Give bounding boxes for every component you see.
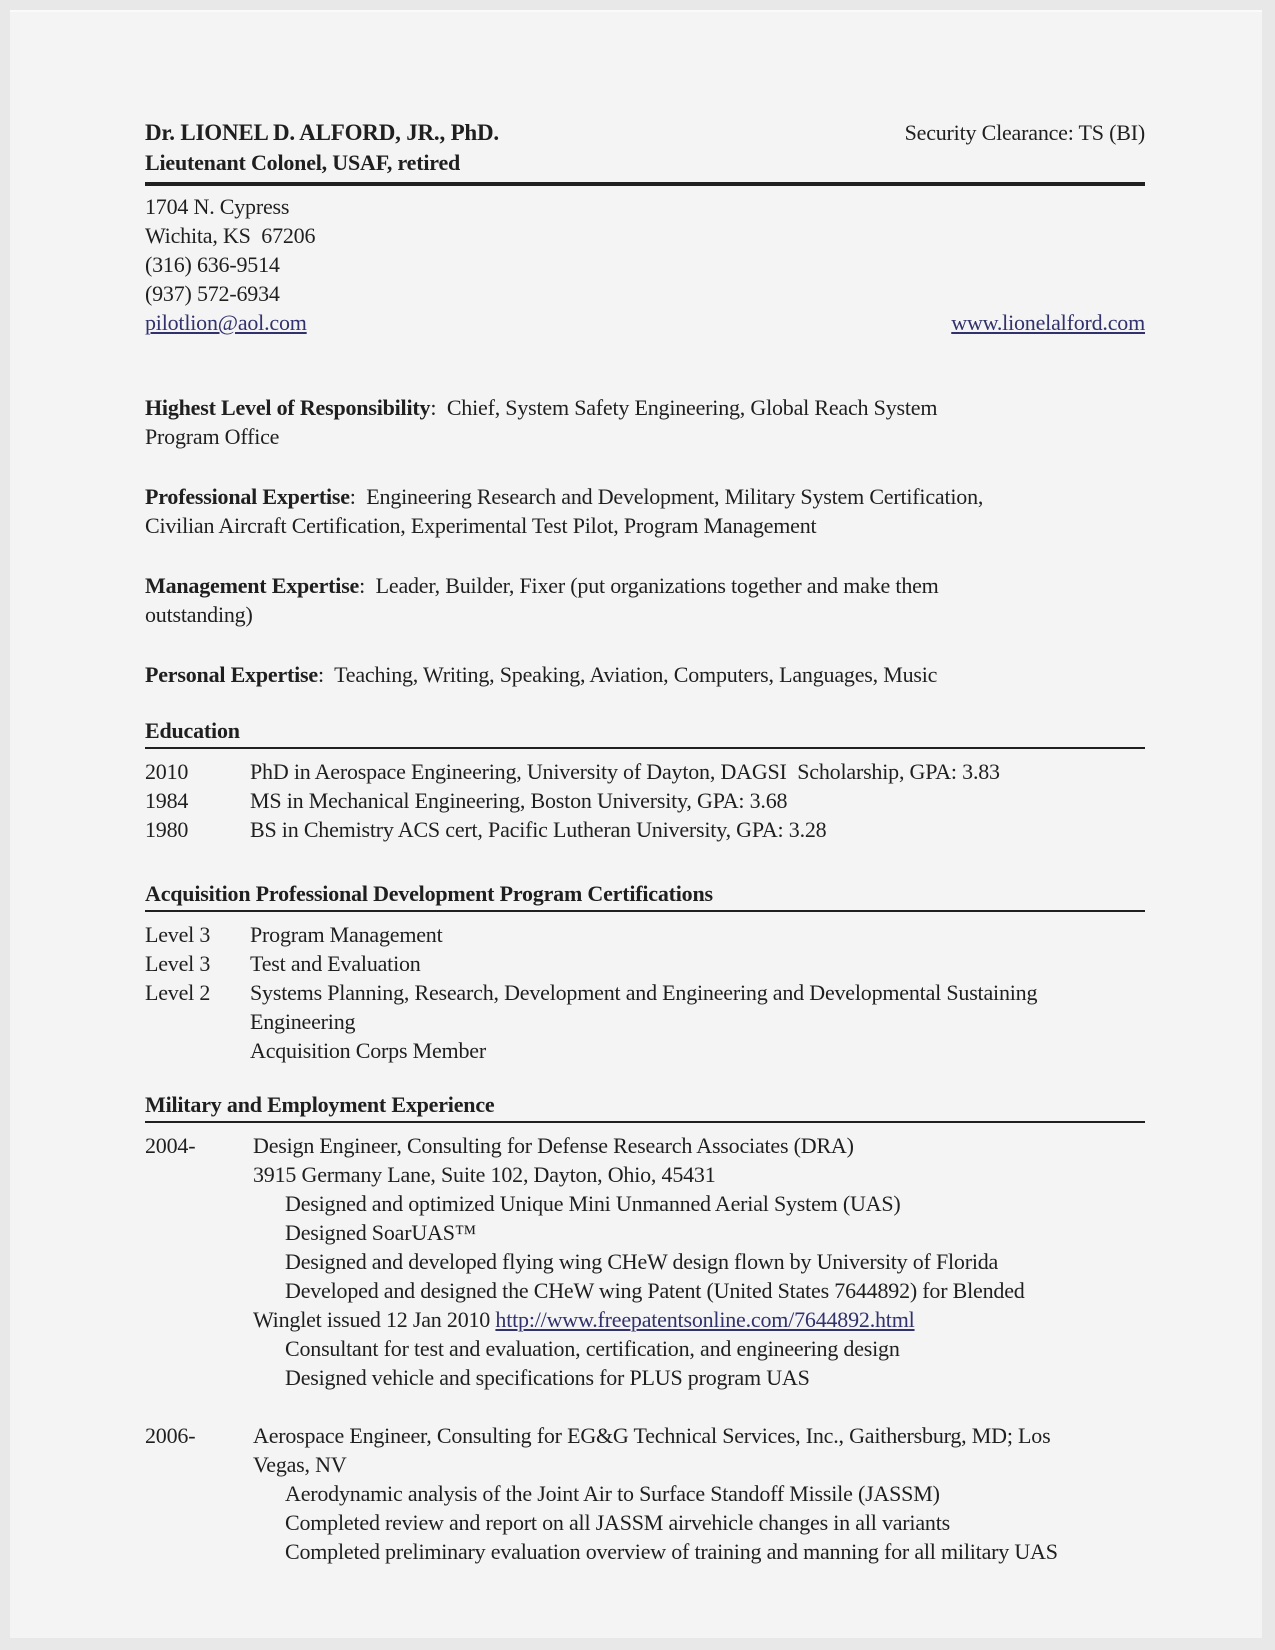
certification-row [145, 920, 1145, 949]
summary-label: Management Expertise [145, 573, 360, 598]
summary-continuation-line: outstanding) [145, 602, 253, 627]
experience-line: Vegas, NV [253, 1452, 347, 1477]
experience-heading: Military and Employment Experience [145, 1092, 495, 1117]
email-link[interactable]: pilotlion@aol.com [145, 310, 307, 335]
certification-rows [145, 920, 1145, 1065]
certification-level: Level 3 [145, 951, 211, 976]
certification-row [145, 1036, 1145, 1065]
education-row [145, 786, 1145, 815]
experience-line: Aerospace Engineer, Consulting for EG&G Technical Services, Inc., Gaithersburg, MD; Los [253, 1423, 1051, 1448]
summary-text: : Leader, Builder, Fixer (put organizations together and make them [359, 573, 939, 598]
experience-line: Aerodynamic analysis of the Joint Air to Surface Standoff Missile (JASSM) [285, 1481, 940, 1506]
rank-line: Lieutenant Colonel, USAF, retired [145, 150, 461, 175]
summary-section [145, 393, 1145, 689]
education-rule [145, 747, 1145, 749]
certification-level: Level 2 [145, 980, 211, 1005]
certification-text [250, 978, 1145, 1036]
certification-row [145, 978, 1145, 1036]
summary-label: Highest Level of Responsibility [145, 395, 431, 420]
summary-paragraph [145, 571, 1145, 629]
website-link[interactable]: www.lionelalford.com [951, 310, 1145, 335]
experience-entries [145, 1131, 1145, 1566]
contact-row [145, 308, 1145, 337]
certification-line: Engineering [250, 1009, 356, 1034]
certification-row [145, 949, 1145, 978]
experience-years: 2004- [145, 1133, 196, 1158]
certification-level: Level 3 [145, 922, 211, 947]
summary-paragraph [145, 482, 1145, 540]
experience-line: Designed and developed flying wing CHeW design flown by University of Florida [285, 1249, 999, 1274]
address-line: Wichita, KS 67206 [145, 223, 316, 248]
experience-line: Designed SoarUAS™ [285, 1220, 477, 1245]
header-rule [145, 182, 1145, 186]
education-rows [145, 757, 1145, 844]
education-year: 2010 [145, 759, 189, 784]
experience-line: 3915 Germany Lane, Suite 102, Dayton, Ohio, 45431 [253, 1162, 716, 1187]
summary-first-line [145, 571, 1145, 600]
experience-entry [145, 1421, 1145, 1566]
person-name: Dr. LIONEL D. ALFORD, JR., PhD. [145, 120, 499, 145]
experience-line: Design Engineer, Consulting for Defense Research Associates (DRA) [253, 1133, 854, 1158]
certification-text [250, 949, 1145, 978]
education-degree: BS in Chemistry ACS cert, Pacific Lutheran University, GPA: 3.28 [250, 817, 827, 842]
summary-label: Personal Expertise [145, 662, 318, 687]
education-degree: PhD in Aerospace Engineering, University of Dayton, DAGSI Scholarship, GPA: 3.83 [250, 759, 1000, 784]
patent-link[interactable]: http://www.freepatentsonline.com/7644892.html [495, 1307, 915, 1332]
summary-label: Professional Expertise [145, 484, 350, 509]
experience-rule [145, 1121, 1145, 1123]
experience-line: Developed and designed the CHeW wing Patent (United States 7644892) for Blended [285, 1278, 1025, 1303]
address-line: 1704 N. Cypress [145, 194, 290, 219]
address-block [145, 192, 1145, 308]
experience-line: Consultant for test and evaluation, certification, and engineering design [285, 1336, 900, 1361]
summary-paragraph [145, 660, 1145, 689]
certifications-rule [145, 910, 1145, 912]
address-line: (316) 636-9514 [145, 252, 280, 277]
summary-continuation-line: Program Office [145, 424, 280, 449]
experience-body [253, 1131, 1145, 1392]
summary-paragraph [145, 393, 1145, 451]
certification-line: Program Management [250, 922, 443, 947]
summary-text: : Engineering Research and Development, Military System Certification, [349, 484, 984, 509]
experience-line: Designed vehicle and specifications for PLUS program UAS [285, 1365, 810, 1390]
experience-line: Completed review and report on all JASSM airvehicle changes in all variants [285, 1510, 950, 1535]
education-heading: Education [145, 718, 240, 743]
security-clearance: Security Clearance: TS (BI) [904, 120, 1145, 145]
certification-text [250, 1036, 1145, 1065]
summary-first-line [145, 660, 1145, 689]
summary-text: : Teaching, Writing, Speaking, Aviation, Computers, Languages, Music [317, 662, 938, 687]
education-year: 1984 [145, 788, 189, 813]
education-year: 1980 [145, 817, 189, 842]
resume-page [10, 10, 1262, 1638]
summary-continuation-line: Civilian Aircraft Certification, Experimental Test Pilot, Program Management [145, 513, 817, 538]
experience-entry [145, 1131, 1145, 1392]
experience-line: Completed preliminary evaluation overview of training and manning for all military UAS [285, 1539, 1058, 1564]
experience-body [253, 1421, 1145, 1566]
certification-text [250, 920, 1145, 949]
education-row [145, 757, 1145, 786]
experience-years: 2006- [145, 1423, 196, 1448]
education-degree: MS in Mechanical Engineering, Boston University, GPA: 3.68 [250, 788, 788, 813]
certification-line: Test and Evaluation [250, 951, 421, 976]
summary-first-line [145, 393, 1145, 422]
header-top-row [145, 118, 1145, 148]
certification-line: Systems Planning, Research, Development and Engineering and Developmental Sustaining [250, 980, 1038, 1005]
experience-line: Designed and optimized Unique Mini Unmanned Aerial System (UAS) [285, 1191, 901, 1216]
summary-text: : Chief, System Safety Engineering, Global Reach System [430, 395, 938, 420]
address-line: (937) 572-6934 [145, 281, 280, 306]
certification-line: Acquisition Corps Member [250, 1038, 486, 1063]
summary-first-line [145, 482, 1145, 511]
resume-content [10, 12, 1262, 1566]
certifications-heading: Acquisition Professional Development Program Certifications [145, 881, 713, 906]
education-row [145, 815, 1145, 844]
experience-line: Winglet issued 12 Jan 2010 http://www.freepatentsonline.com/7644892.html [253, 1307, 915, 1332]
